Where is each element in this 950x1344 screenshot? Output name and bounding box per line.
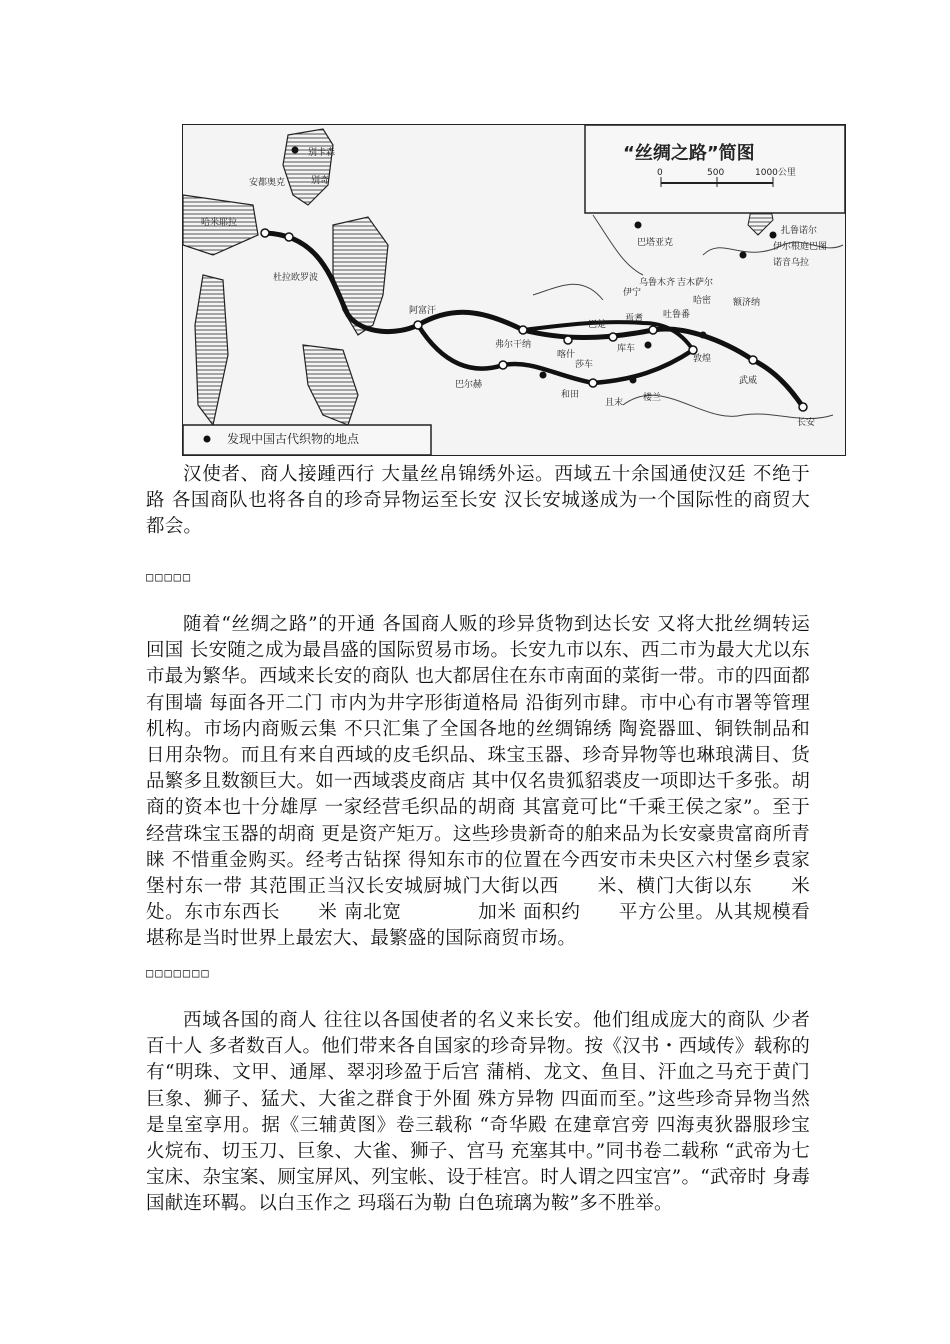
place-label: 且末 [605,398,624,408]
place-label: 别奇 [311,176,330,186]
place-label: 吐鲁番 [663,310,691,320]
city-marker [564,336,572,344]
city-marker [609,333,617,341]
place-label: 和田 [561,390,580,400]
persian-gulf [303,345,358,425]
place-label: 伊宁 [623,288,642,298]
place-label: 诺音乌拉 [773,258,810,268]
city-marker [649,326,657,334]
scale-tick-0: 0 [657,168,663,178]
city-marker [285,233,293,241]
place-label: 弗尔干纳 [495,340,532,350]
legend-dot-icon [204,436,211,443]
paragraph-3: 西域各国的商人 往往以各国使者的名义来长安。他们组成庞大的商队 少者百十人 多者数百人。他们带来各自国家的珍奇异物。按《汉书・西域传》载称的有“明珠、文甲、通犀、翠羽珍盈于后宫 蒲梢、龙文、鱼目、汗血之马充于黄门 巨象、狮子、猛犬、大雀之群食于外囿 殊方异物 四面而至。”这些珍奇异物当然是皇室享用。据《三辅黄图》卷三载称 “奇华殿 在建章宫旁 四海夷狄器服珍宝 火烷布、切玉刀、巨象、大雀、狮子、宫马 充塞其中。”同书卷二载称 “武帝为七宝床、杂宝案、厕宝屏风、列宝帐、设于桂宫。时人谓之四宝宫”。“武帝时 身毒国献连环羁。以白玉作之 玛瑙石为勒 白色琉璃为鞍”多不胜举。 [146,1010,810,1215]
fabric-find-marker [740,252,747,259]
city-marker [749,356,757,364]
caspian-sea [333,217,388,335]
place-label: 巴楚 [588,320,607,330]
place-label: 吉木萨尔 [677,278,714,288]
place-label: 库车 [617,344,636,354]
place-label: 乌鲁木齐 [639,278,676,288]
fabric-find-marker [700,332,707,339]
red-sea [195,275,228,425]
place-label: 巴塔亚克 [637,238,674,248]
map-title: “丝绸之路”简图 [623,143,755,164]
scale-tick-500: 500 [707,168,725,178]
place-label: 巴尔赫 [455,380,483,390]
city-marker [799,403,807,411]
place-label: 杜拉欧罗波 [273,273,319,283]
place-label: 哈米耶拉 [201,218,238,228]
place-label: 敦煌 [693,354,712,364]
section-heading-2: □□□□□□□ [146,966,211,980]
silk-road-map-svg [183,125,845,455]
paragraph-2: 随着“丝绸之路”的开通 各国商人贩的珍异货物到达长安 又将大批丝绸转运回国 长安随之成为最昌盛的国际贸易市场。长安九市以东、西二市为最大尤以东市最为繁华。西域来长安的商队 也大都居住在东市南面的菜街一带。市的四面都有围墙 每面各开二门 市内为井字形街道格局 沿街列市肆。市中心有市署等管理机构。市场内商贩云集 不只汇集了全国各地的丝绸锦绣 陶瓷器皿、铜铁制品和日用杂物。而且有来自西域的皮毛织品、珠宝玉器、珍奇异物等也琳琅满目、货品繁多且数额巨大。如一西域裘皮商店 其中仅名贵狐貂裘皮一项即达千多张。胡商的资本也十分雄厚 一家经营毛织品的胡商 其富竟可比“千乘王侯之家”。至于经营珠宝玉器的胡商 更是资产矩万。这些珍贵新奇的舶来品为长安豪贵富商所青睐 不惜重金购买。经考古钻探 得知东市的位置在今西安市未央区六村堡乡袁家堡村东一带 其范围正当汉长安城厨城门大街以西 米、横门大街以东 米处。东市东西长 米 南北宽 加米 面积约 平方公里。从其规模看 堪称是当时世界上最宏大、最繁盛的国际商贸市场。 [146,614,810,950]
place-label: 额济纳 [733,298,761,308]
scale-tick-1000: 1000公里 [755,168,796,178]
city-marker [589,379,597,387]
map-legend: 发现中国古代织物的地点 [227,432,360,446]
fabric-find-marker [635,222,642,229]
fabric-find-marker [630,377,637,384]
place-label: 莎车 [575,360,594,370]
city-marker [414,321,422,329]
fabric-find-marker [540,372,547,379]
river-1 [533,284,603,300]
black-sea [283,129,336,205]
place-label: 武威 [739,376,758,386]
silk-road-map [182,124,846,456]
place-label: 楼兰 [643,393,662,403]
city-marker [689,346,697,354]
place-label: 阿富汗 [409,306,437,316]
place-label: 扎鲁诺尔 [781,226,818,236]
place-label: 长安 [797,418,816,428]
place-label: 喀什 [557,350,576,360]
paragraph-1: 汉使者、商人接踵西行 大量丝帛锦绣外运。西域五十余国通使汉廷 不绝于路 各国商队也将各自的珍奇异物运至长安 汉长安城遂成为一个国际性的商贸大都会。 [146,464,810,538]
place-label: 伊尔根庭巴图 [773,242,828,252]
city-marker [261,229,269,237]
city-marker [499,361,507,369]
city-marker [519,326,527,334]
place-label: 安都奥克 [249,178,286,188]
place-label: 哈密 [693,296,712,306]
fabric-find-marker [292,147,299,154]
section-heading-1: □□□□□ [146,570,193,584]
fabric-find-marker [770,232,777,239]
place-label: 别卡森 [308,148,336,158]
place-label: 焉耆 [625,314,644,324]
fabric-find-marker [645,342,652,349]
